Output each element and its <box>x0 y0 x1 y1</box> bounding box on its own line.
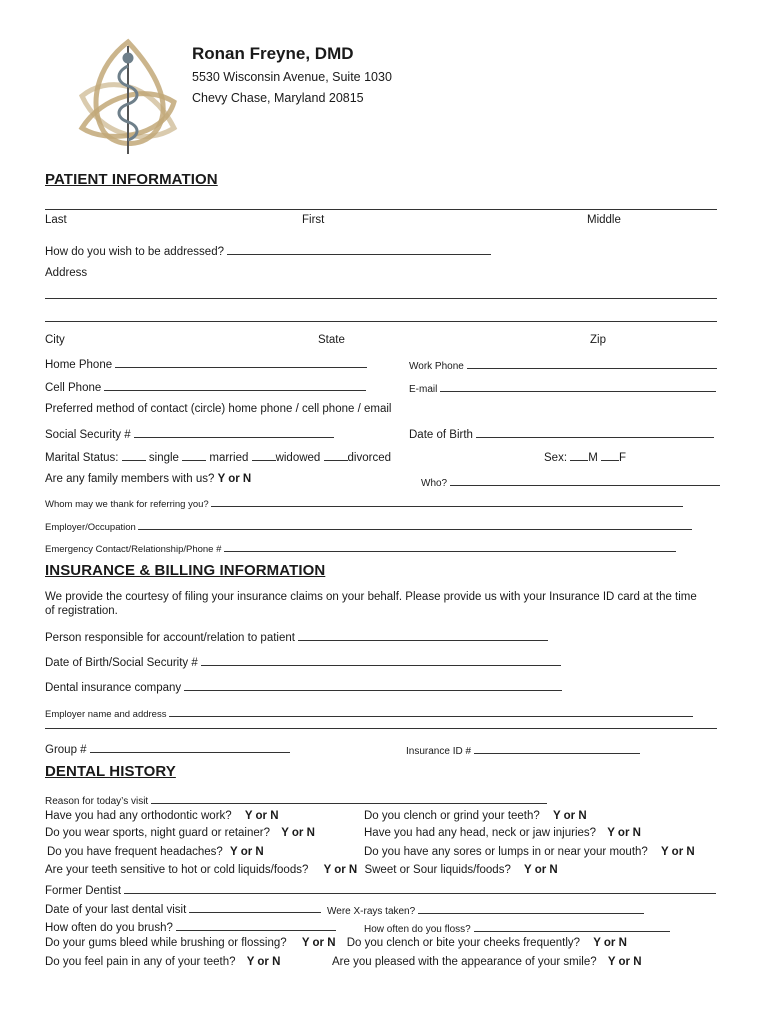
reason-field <box>45 792 547 807</box>
ins-dob-ssn-label: Date of Birth/Social Security # <box>45 657 198 669</box>
marital-status <box>45 449 391 464</box>
q-sensitive-label: Are your teeth sensitive to hot or cold liquids/foods? <box>45 864 309 876</box>
q-injury <box>364 827 641 839</box>
q-sweet-label: Sweet or Sour liquids/foods? <box>364 864 511 876</box>
q-pain <box>45 956 280 968</box>
q-grind <box>364 810 587 822</box>
q-cheeks-yn[interactable]: Y or N <box>593 937 627 949</box>
referral-field <box>45 495 683 510</box>
last-label: Last <box>45 214 67 226</box>
widowed-blank[interactable] <box>252 449 276 461</box>
q-guard-label: Do you wear sports, night guard or retainer? <box>45 827 271 839</box>
sex-label: Sex: <box>544 452 568 464</box>
q-orthodontic-yn[interactable]: Y or N <box>244 810 279 822</box>
address-line-input-2[interactable] <box>45 321 717 322</box>
widowed-label: widowed <box>275 452 321 464</box>
cell-phone-input[interactable] <box>104 379 366 391</box>
female-blank[interactable] <box>601 449 619 461</box>
insurance-id-label: Insurance ID # <box>406 746 472 757</box>
last-visit-input[interactable] <box>189 901 321 913</box>
addressed-input[interactable] <box>227 243 491 255</box>
married-blank[interactable] <box>182 449 206 461</box>
cell-phone-label: Cell Phone <box>45 382 102 394</box>
brush-input[interactable] <box>176 919 336 931</box>
reason-input[interactable] <box>151 792 547 804</box>
first-label: First <box>302 214 325 226</box>
q-smile-label: Are you pleased with the appearance of your smile? <box>332 956 597 968</box>
work-phone-field <box>409 357 717 372</box>
single-label: single <box>148 452 179 464</box>
work-phone-input[interactable] <box>467 357 717 369</box>
floss-input[interactable] <box>474 920 670 932</box>
email-field <box>409 380 716 395</box>
ins-employer-label: Employer name and address <box>45 709 167 720</box>
q-grind-yn[interactable]: Y or N <box>553 810 587 822</box>
employer-field <box>45 518 692 533</box>
address-line-input-1[interactable] <box>45 298 717 299</box>
former-dentist-label: Former Dentist <box>45 885 122 897</box>
q-injury-yn[interactable]: Y or N <box>607 827 641 839</box>
company-input[interactable] <box>184 679 562 691</box>
sex-field <box>544 449 626 464</box>
who-field <box>421 474 720 489</box>
q-bleed-yn[interactable]: Y or N <box>301 937 336 949</box>
q-sensitive-yn[interactable]: Y or N <box>323 864 358 876</box>
xrays-input[interactable] <box>418 902 644 914</box>
emergency-field <box>45 540 676 555</box>
floss-label: How often do you floss? <box>364 924 471 935</box>
q-headaches-yn[interactable]: Y or N <box>230 846 264 858</box>
home-phone-input[interactable] <box>115 356 367 368</box>
who-input[interactable] <box>450 474 720 486</box>
xrays-field <box>327 902 644 917</box>
emergency-input[interactable] <box>224 540 676 552</box>
family-field <box>45 473 251 485</box>
responsible-field <box>45 629 548 644</box>
employer-label: Employer/Occupation <box>45 522 136 533</box>
ins-employer-input[interactable] <box>169 705 693 717</box>
former-dentist-input[interactable] <box>124 882 716 894</box>
ssn-field <box>45 426 334 441</box>
emergency-label: Emergency Contact/Relationship/Phone # <box>45 544 222 555</box>
preferred-contact: Preferred method of contact (circle) home phone / cell phone / email <box>45 403 392 415</box>
last-visit-field <box>45 901 321 916</box>
referral-input[interactable] <box>211 495 683 507</box>
q-headaches-label: Do you have frequent headaches? <box>47 846 223 858</box>
addressed-label: How do you wish to be addressed? <box>45 246 224 258</box>
address-line-1: 5530 Wisconsin Avenue, Suite 1030 <box>192 70 392 84</box>
female-label: F <box>619 452 627 464</box>
q-smile <box>332 956 642 968</box>
male-label: M <box>588 452 598 464</box>
q-headaches <box>47 846 264 858</box>
q-pain-yn[interactable]: Y or N <box>246 956 281 968</box>
company-label: Dental insurance company <box>45 682 182 694</box>
single-blank[interactable] <box>122 449 146 461</box>
q-cheeks-label: Do you clench or bite your cheeks frequently? <box>346 937 581 949</box>
male-blank[interactable] <box>570 449 588 461</box>
q-sweet-yn[interactable]: Y or N <box>524 864 558 876</box>
company-field <box>45 679 562 694</box>
patient-info-heading: PATIENT INFORMATION <box>45 171 218 188</box>
dob-field <box>409 426 714 441</box>
last-visit-label: Date of your last dental visit <box>45 904 187 916</box>
q-orthodontic-label: Have you had any orthodontic work? <box>45 810 232 822</box>
employer-input[interactable] <box>138 518 692 530</box>
q-guard-yn[interactable]: Y or N <box>281 827 315 839</box>
brush-label: How often do you brush? <box>45 922 173 934</box>
insurance-intro-2: of registration. <box>45 605 118 617</box>
middle-label: Middle <box>587 214 621 226</box>
family-yn[interactable]: Y or N <box>217 473 252 485</box>
family-label: Are any family members with us? <box>45 473 215 485</box>
dental-heading: DENTAL HISTORY <box>45 763 176 780</box>
state-label: State <box>318 334 345 346</box>
work-phone-label: Work Phone <box>409 361 464 372</box>
ssn-input[interactable] <box>134 426 334 438</box>
addressed-field <box>45 243 491 258</box>
q-bleed-label: Do your gums bleed while brushing or flossing? <box>45 937 287 949</box>
referral-label: Whom may we thank for referring you? <box>45 499 209 510</box>
cell-phone-field <box>45 379 366 394</box>
q-injury-label: Have you had any head, neck or jaw injuries? <box>364 827 597 839</box>
responsible-label: Person responsible for account/relation to patient <box>45 632 295 644</box>
married-label: married <box>209 452 249 464</box>
marital-label: Marital Status: <box>45 452 119 464</box>
practice-logo <box>76 36 180 158</box>
who-label: Who? <box>421 478 448 489</box>
brush-field <box>45 919 336 934</box>
former-dentist-field <box>45 882 716 897</box>
group-input[interactable] <box>90 741 290 753</box>
ins-dob-ssn-input[interactable] <box>201 654 561 666</box>
q-grind-label: Do you clench or grind your teeth? <box>364 810 540 822</box>
address-label: Address <box>45 267 88 279</box>
insurance-id-input[interactable] <box>474 742 640 754</box>
dob-label: Date of Birth <box>409 429 473 441</box>
insurance-heading: INSURANCE & BILLING INFORMATION <box>45 562 326 579</box>
doctor-name: Ronan Freyne, DMD <box>192 44 354 63</box>
dob-input[interactable] <box>476 426 714 438</box>
email-label: E-mail <box>409 384 438 395</box>
ins-employer-input-2[interactable] <box>45 728 717 729</box>
zip-label: Zip <box>590 334 606 346</box>
divorced-label: divorced <box>347 452 391 464</box>
home-phone-field <box>45 356 367 371</box>
q-bleed <box>45 937 627 949</box>
q-sores-yn[interactable]: Y or N <box>661 846 695 858</box>
xrays-label: Were X-rays taken? <box>327 906 416 917</box>
insurance-intro-1: We provide the courtesy of filing your insurance claims on your behalf. Please provide us with your Insurance ID card at the time <box>45 591 697 603</box>
group-field <box>45 741 290 756</box>
city-label: City <box>45 334 65 346</box>
insurance-id-field <box>406 742 640 757</box>
q-orthodontic <box>45 810 279 822</box>
divorced-blank[interactable] <box>324 449 348 461</box>
email-input[interactable] <box>440 380 716 392</box>
q-sores-label: Do you have any sores or lumps in or near your mouth? <box>364 846 648 858</box>
q-pain-label: Do you feel pain in any of your teeth? <box>45 956 236 968</box>
q-guard <box>45 827 315 839</box>
group-label: Group # <box>45 744 87 756</box>
floss-field <box>364 920 670 935</box>
q-sensitive <box>45 864 558 876</box>
q-smile-yn[interactable]: Y or N <box>607 956 642 968</box>
responsible-input[interactable] <box>298 629 548 641</box>
home-phone-label: Home Phone <box>45 359 113 371</box>
ssn-label: Social Security # <box>45 429 131 441</box>
reason-label: Reason for today’s visit <box>45 796 149 807</box>
address-line-2: Chevy Chase, Maryland 20815 <box>192 91 364 105</box>
name-line[interactable] <box>45 209 717 210</box>
ins-employer-field <box>45 705 693 720</box>
ins-dob-ssn-field <box>45 654 561 669</box>
q-sores <box>364 846 695 858</box>
